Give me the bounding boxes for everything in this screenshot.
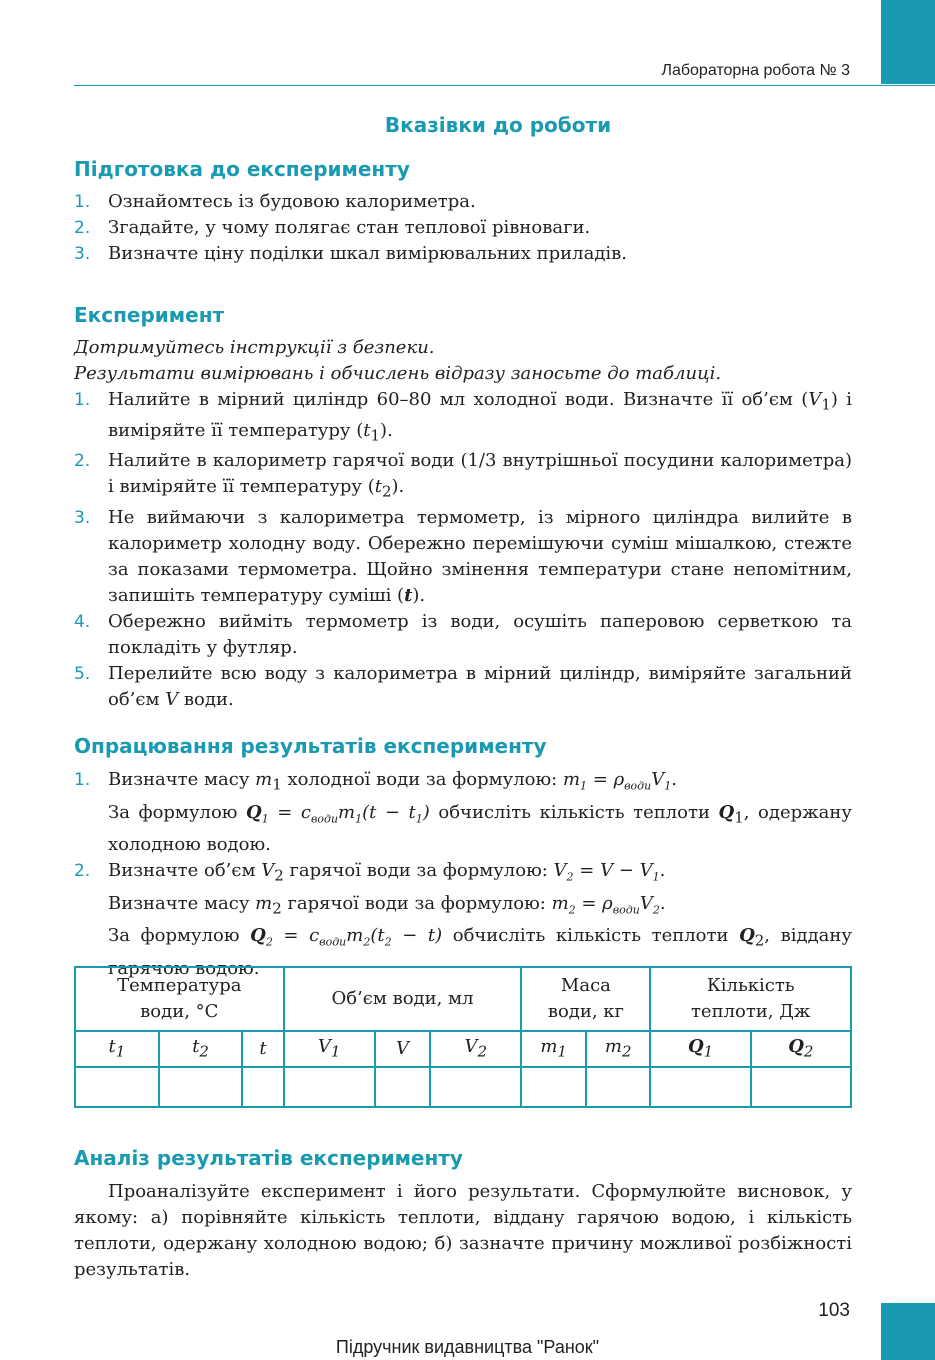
symbol-cell: $m_1$ <box>521 1031 586 1067</box>
publisher-footer: Підручник видавництва "Ранок" <box>335 1337 600 1357</box>
item-text: холодної води за формулою: <box>281 769 563 790</box>
main-title: Вказівки до роботи <box>384 113 612 137</box>
list-item <box>74 241 852 267</box>
subscript: 1 <box>272 775 282 794</box>
subscript: 2 <box>381 482 392 501</box>
analysis-text: Проаналізуйте експеримент і його результати. Сформулюйте висновок, у якому: а) порівняйте кількість теплоти, віддану гарячою водою, і кількість теплоти, одержану холодною водою; б) зазначте причину можливої розбіжності результатів. <box>74 1181 852 1280</box>
item-number: 5. <box>74 663 91 684</box>
symbol-cell: $V_2$ <box>430 1031 521 1067</box>
item-number: 2. <box>74 451 91 472</box>
table-cell <box>751 1067 851 1107</box>
item-text: Визначте масу <box>108 769 256 790</box>
symbol-cell: $V_1$ <box>284 1031 375 1067</box>
analysis-heading: Аналіз результатів експерименту <box>74 1146 463 1170</box>
symbol: t <box>404 584 413 606</box>
item-number: 1. <box>74 770 91 790</box>
item-text: , одержану холодною водою. <box>108 801 853 856</box>
results-table <box>74 966 852 1108</box>
item-text: Визначте масу <box>108 892 256 914</box>
item-text: Згадайте, у чому полягає стан теплової рівноваги. <box>108 217 591 238</box>
item-number: 1. <box>74 390 91 410</box>
item-text: Ознайомтесь із будовою калориметра. <box>108 191 476 212</box>
item-text: обчисліть кількість теплоти <box>429 801 719 823</box>
page-edge-tab-top <box>881 0 935 84</box>
item-text: ). <box>391 476 405 498</box>
item-text: гарячої води за формулою: <box>283 860 554 882</box>
item-number: 3. <box>74 244 91 264</box>
item-text: Обережно вийміть термометр із води, осушіть паперовою серветкою та покладіть у футляр. <box>108 610 852 658</box>
item-text: Налийте в мірний циліндр 60–80 мл холодної води. Визначте її об’єм ( <box>108 389 809 410</box>
subscript: 2 <box>274 866 284 885</box>
item-text: , віддану гарячою водою. <box>108 925 852 979</box>
table-cell <box>430 1067 521 1107</box>
list-item <box>74 609 852 661</box>
symbol-cell: V <box>375 1031 431 1067</box>
subscript: 2 <box>272 899 282 918</box>
table-cell <box>586 1067 651 1107</box>
item-number: 3. <box>74 507 91 528</box>
symbol: Q <box>718 801 735 823</box>
table-header-row <box>75 967 851 1031</box>
preparation-list <box>74 189 852 267</box>
table-cell <box>521 1067 586 1107</box>
table-cell <box>650 1067 750 1107</box>
item-text: . <box>659 860 666 882</box>
table-cell <box>284 1067 375 1107</box>
symbol-cell: $t_2$ <box>159 1031 243 1067</box>
symbol-cell: t <box>242 1031 283 1067</box>
item-number: 1. <box>74 192 91 212</box>
item-text: Визначте об’єм <box>108 860 262 882</box>
symbol: t <box>363 419 371 441</box>
symbol-cell: $Q_2$ <box>751 1031 851 1067</box>
subscript: 1 <box>370 426 381 445</box>
item-text: ). <box>380 419 393 441</box>
preparation-heading: Підготовка до експерименту <box>74 157 410 181</box>
list-item <box>74 661 852 713</box>
page-number: 103 <box>818 1300 850 1321</box>
item-text: . <box>659 892 666 914</box>
table-cell <box>242 1067 283 1107</box>
header-volume: Об’єм води, мл <box>284 967 522 1031</box>
item-text: води. <box>178 688 234 710</box>
item-text: ). <box>412 584 426 606</box>
header-heat: Кількість теплоти, Дж <box>650 967 851 1031</box>
item-text: Налийте в калориметр гарячої води (1/3 внутрішньої посудини калориметра) і виміряйте її температуру ( <box>108 450 852 498</box>
header-mass: Маса води, кг <box>521 967 650 1031</box>
item-number: 4. <box>74 611 91 632</box>
table-cell <box>75 1067 159 1107</box>
item-text: гарячої води за формулою: <box>281 892 552 914</box>
heat-formula-1: $Q_1 = c_{води}m_1(t - t_1)$ <box>246 801 430 826</box>
mass-formula-2: $m_2 = \rho_{води}V_2$ <box>551 892 660 917</box>
symbol: V <box>165 688 179 710</box>
item-text: Не виймаючи з калориметра термометр, із мірного циліндра вилийте в калориметр холодну воду. Обережно перемішуючи суміш мішалкою, стежте за показами термометра. Щойно змінення температури стане непомітним, запишіть температуру суміші ( <box>108 506 852 606</box>
list-item <box>74 505 852 609</box>
subscript: 1 <box>734 808 744 827</box>
list-item <box>74 387 852 448</box>
list-item <box>74 767 852 858</box>
mass-formula-1: $m_1 = \rho_{води}V_1$ <box>562 769 672 793</box>
symbol: V <box>808 389 822 410</box>
item-number: 2. <box>74 218 91 238</box>
item-number: 2. <box>74 861 91 882</box>
list-item <box>74 189 852 215</box>
table-cell <box>375 1067 431 1107</box>
processing-list <box>74 767 852 982</box>
symbol-cell: $m_2$ <box>586 1031 651 1067</box>
record-note: Результати вимірювань і обчислень відразу заносьте до таблиці. <box>74 363 722 384</box>
symbol: m <box>255 892 273 914</box>
item-text: . <box>671 769 677 790</box>
symbol: m <box>255 769 273 790</box>
item-text: ) і виміряйте її температуру ( <box>108 389 852 441</box>
table-symbol-row <box>75 1031 851 1067</box>
symbol: Q <box>739 925 755 947</box>
list-item <box>74 858 852 982</box>
table-cell <box>159 1067 243 1107</box>
item-text: Визначте ціну поділки шкал вимірювальних приладів. <box>108 243 628 264</box>
list-item <box>74 215 852 241</box>
item-text: За формулою <box>108 925 251 947</box>
item-text: Перелийте всю воду з калориметра в мірний циліндр, виміряйте загальний об’єм <box>108 662 852 710</box>
experiment-heading: Експеримент <box>74 303 225 327</box>
list-item <box>74 448 852 505</box>
subscript: 1 <box>821 395 831 414</box>
item-text: За формулою <box>108 801 247 823</box>
symbol: t <box>374 476 382 498</box>
running-header: Лабораторна робота № 3 <box>661 62 850 79</box>
processing-heading: Опрацювання результатів експерименту <box>74 734 547 758</box>
experiment-list <box>74 387 852 713</box>
table-row <box>75 1067 851 1107</box>
heat-formula-2: $Q_2 = c_{води}m_2(t_2 - t)$ <box>250 925 443 949</box>
header-rule <box>74 85 935 86</box>
subscript: 2 <box>754 931 765 950</box>
safety-note: Дотримуйтесь інструкції з безпеки. <box>74 337 435 358</box>
symbol-cell: $Q_1$ <box>650 1031 750 1067</box>
symbol: V <box>261 860 275 882</box>
header-temperature: Температура води, °С <box>75 967 284 1031</box>
symbol-cell: $t_1$ <box>75 1031 159 1067</box>
volume-formula-2: $V_2 = V - V_1$ <box>553 860 660 884</box>
item-text: обчисліть кількість теплоти <box>442 925 740 947</box>
